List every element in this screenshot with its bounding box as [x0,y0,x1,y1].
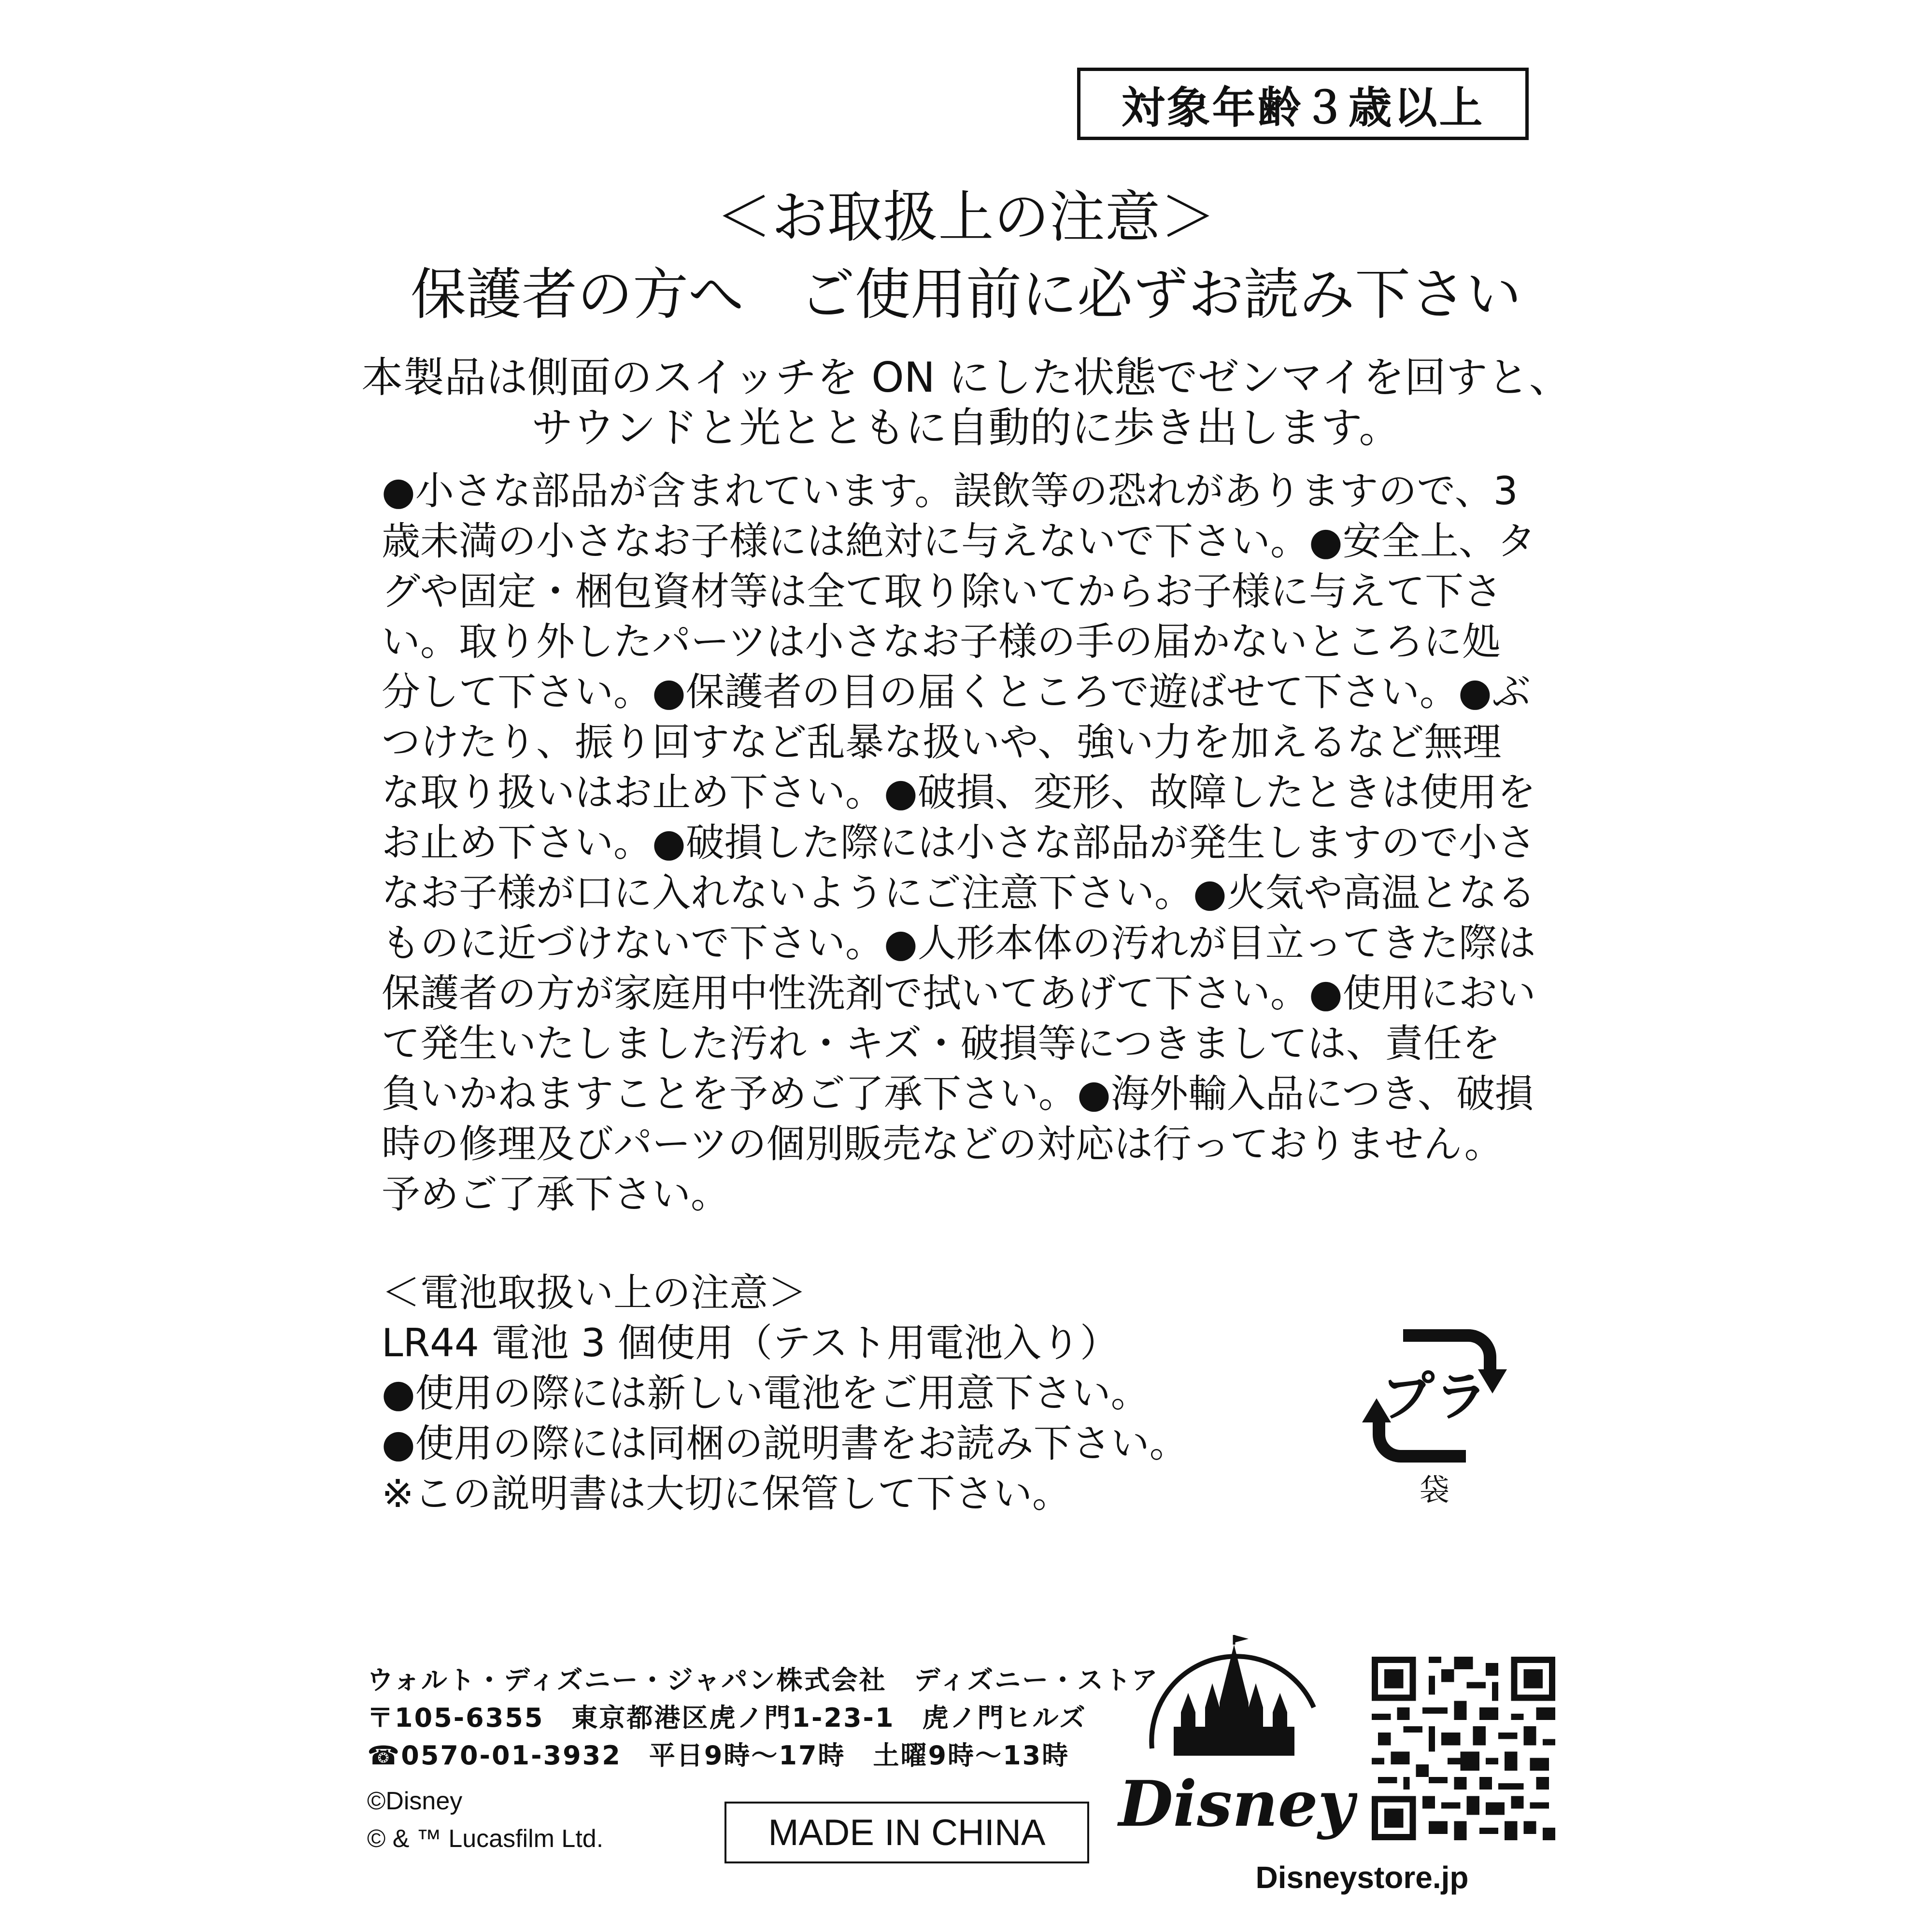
warning-line: 保護者の方が家庭用中性洗剤で拭いてあげて下さい。●使用におい [382,971,1536,1016]
warning-line: つけたり、振り回すなど乱暴な扱いや、強い力を加えるなど無理 [382,720,1502,765]
intro-line-2: サウンドと光とともに自動的に歩き出します。 [531,404,1401,452]
disney-logo-text: Disney [1118,1767,1355,1841]
recycle-mark-text: プラ [1381,1366,1488,1428]
battery-line: ※この説明書は大切に保管して下さい。 [382,1471,1071,1516]
battery-line: ●使用の際には同梱の説明書をお読み下さい。 [382,1421,1188,1466]
warning-line: な取り扱いはお止め下さい。●破損、変形、故障したときは使用を [382,770,1536,815]
section-subtitle: 保護者の方へ ご使用前に必ずお読み下さい [410,262,1521,327]
age-rating-label: 対象年齢３歳以上 [1121,83,1485,133]
plastic-recycle-icon [1357,1304,1512,1488]
warning-line: お止め下さい。●破損した際には小さな部品が発生しますので小さ [382,820,1536,865]
made-in-label: MADE IN CHINA [768,1812,1046,1853]
warning-line: て発生いたしました汚れ・キズ・破損等につきましては、責任を [382,1021,1501,1066]
age-rating-box [1077,68,1529,140]
store-url: Disneystore.jp [1255,1860,1469,1895]
warning-line: グや固定・梱包資材等は全て取り除いてからお子様に与えて下さ [382,569,1502,614]
copyright-lucasfilm: © & ™ Lucasfilm Ltd. [367,1825,604,1853]
intro-line-1: 本製品は側面のスイッチを ON にした状態でゼンマイを回すと、 [361,354,1571,402]
battery-line: LR44 電池 3 個使用（テスト用電池入り） [382,1321,1119,1365]
warning-line: 予めご了承下さい。 [382,1172,729,1217]
battery-title: ＜電池取扱い上の注意＞ [382,1270,807,1315]
company-name: ウォルト・ディズニー・ジャパン株式会社 ディズニー・ストア [367,1665,1159,1695]
warning-line: 時の修理及びパーツの個別販売などの対応は行っておりません。 [382,1122,1503,1166]
warning-line: ものに近づけないで下さい。●人形本体の汚れが目立ってきた際は [382,921,1536,966]
company-address: 〒105-6355 東京都港区虎ノ門1-23-1 虎ノ門ヒルズ [367,1703,1087,1733]
recycle-label: 袋 [1419,1472,1449,1507]
warning-text-block [382,466,1579,1220]
section-title: ＜お取扱上の注意＞ [716,185,1216,250]
company-phone: ☎0570-01-3932 平日9時～17時 土曜9時～13時 [367,1740,1070,1771]
warning-line: なお子様が口に入れないようにご注意下さい。●火気や高温となる [382,870,1536,915]
made-in-box [724,1802,1089,1863]
warning-line: 分して下さい。●保護者の目の届くところで遊ばせて下さい。●ぶ [382,669,1531,714]
warning-line: 負いかねますことを予めご了承下さい。●海外輸入品につき、破損 [382,1071,1534,1116]
company-info [367,1662,1159,1775]
copyright-disney: ©Disney [367,1787,463,1815]
qr-code [1372,1657,1555,1840]
battery-notes [382,1268,1348,1519]
copyright-block [367,1782,603,1858]
battery-line: ●使用の際には新しい電池をご用意下さい。 [382,1371,1150,1416]
disney-castle-logo [1116,1635,1357,1876]
warning-line: い。取り外したパーツは小さなお子様の手の届かないところに処 [382,619,1501,664]
warning-line: ●小さな部品が含まれています。誤飲等の恐れがありますので、3 [382,469,1518,513]
warning-line: 歳未満の小さなお子様には絶対に与えないで下さい。●安全上、タ [382,519,1536,564]
